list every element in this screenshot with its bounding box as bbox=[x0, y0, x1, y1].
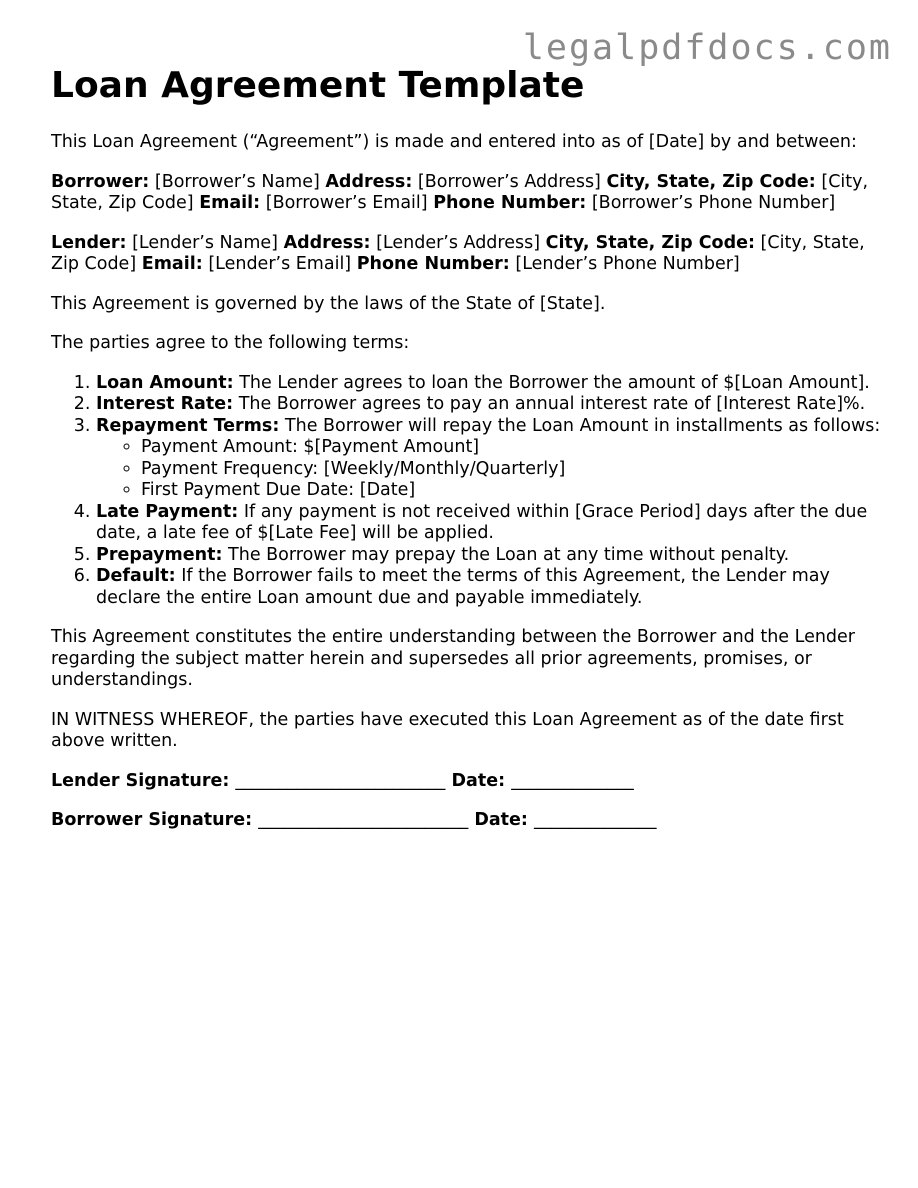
lender-email: [Lender’s Email] bbox=[208, 254, 352, 274]
borrower-signature-line[interactable]: ________________________ bbox=[258, 810, 469, 830]
term-prepayment bbox=[96, 545, 881, 567]
entire-agreement: This Agreement constitutes the entire understanding between the Borrower and the Lender regarding the subject matter herein and supersedes all prior agreements, promises, or understandings. bbox=[51, 627, 855, 690]
term-text: If the Borrower fails to meet the terms of this Agreement, the Lender may declare the entire Loan amount due and payable immediately. bbox=[96, 566, 830, 608]
borrower-details bbox=[51, 172, 881, 215]
lender-details bbox=[51, 233, 881, 276]
term-label: Default: bbox=[96, 566, 176, 586]
subitem-payment-amount: ◦ Payment Amount: $[Payment Amount] bbox=[141, 437, 881, 459]
intro-paragraph: This Loan Agreement (“Agreement”) is made and entered into as of [Date] by and between: bbox=[51, 132, 857, 152]
term-interest-rate bbox=[96, 394, 881, 416]
borrower-label: Borrower: bbox=[51, 171, 150, 192]
term-text: The Lender agrees to loan the Borrower the amount of $[Loan Amount]. bbox=[239, 372, 870, 393]
lender-phone: [Lender’s Phone Number] bbox=[515, 254, 740, 274]
term-text: The Borrower will repay the Loan Amount in installments as follows: bbox=[284, 415, 881, 436]
term-label: Loan Amount: bbox=[96, 372, 234, 393]
lender-date-line[interactable]: ______________ bbox=[511, 770, 634, 791]
term-text: The Borrower may prepay the Loan at any time without penalty. bbox=[228, 544, 790, 565]
borrower-signature-row bbox=[51, 810, 881, 832]
document-body bbox=[51, 64, 881, 850]
borrower-phone: [Borrower’s Phone Number] bbox=[591, 193, 836, 213]
lender-address-label: Address: bbox=[283, 232, 371, 253]
borrower-name: [Borrower’s Name] bbox=[154, 171, 320, 192]
term-label: Late Payment: bbox=[96, 501, 239, 522]
governing-law: This Agreement is governed by the laws of the State of [State]. bbox=[51, 293, 606, 314]
borrower-city-label: City, State, Zip Code: bbox=[606, 171, 816, 192]
borrower-phone-label: Phone Number: bbox=[433, 193, 587, 213]
terms-intro: The parties agree to the following terms: bbox=[51, 333, 410, 353]
lender-phone-label: Phone Number: bbox=[356, 254, 510, 274]
term-repayment-terms bbox=[96, 416, 881, 502]
term-label: Prepayment: bbox=[96, 544, 223, 565]
term-late-payment bbox=[96, 502, 881, 545]
lender-name: [Lender’s Name] bbox=[132, 232, 278, 253]
borrower-date-label: Date: bbox=[474, 810, 528, 830]
lender-city: [City, State, Zip Code] bbox=[51, 232, 865, 274]
lender-email-label: Email: bbox=[141, 254, 203, 274]
term-text: If any payment is not received within [Grace Period] days after the due date, a late fee of $[Late Fee] will be applied. bbox=[96, 501, 868, 543]
lender-signature-line[interactable]: ________________________ bbox=[235, 770, 446, 791]
term-loan-amount bbox=[96, 373, 881, 395]
subitem-payment-frequency: ◦ Payment Frequency: [Weekly/Monthly/Quarterly] bbox=[141, 459, 881, 481]
lender-city-label: City, State, Zip Code: bbox=[545, 232, 755, 253]
witness-clause: IN WITNESS WHEREOF, the parties have executed this Loan Agreement as of the date first above written. bbox=[51, 709, 844, 751]
term-default bbox=[96, 566, 881, 609]
lender-label: Lender: bbox=[51, 232, 127, 253]
repayment-subitems bbox=[96, 437, 881, 502]
borrower-email-label: Email: bbox=[199, 193, 261, 213]
watermark: legalpdfdocs.com bbox=[522, 28, 892, 68]
term-label: Interest Rate: bbox=[96, 394, 234, 414]
page-title: Loan Agreement Template bbox=[51, 65, 585, 106]
lender-signature-label: Lender Signature: bbox=[51, 770, 230, 791]
term-text: The Borrower agrees to pay an annual interest rate of [Interest Rate]%. bbox=[238, 394, 866, 414]
borrower-address-label: Address: bbox=[325, 171, 413, 192]
borrower-email: [Borrower’s Email] bbox=[265, 193, 428, 213]
borrower-address: [Borrower’s Address] bbox=[417, 171, 601, 192]
borrower-city: [City, State, Zip Code] bbox=[51, 171, 869, 213]
lender-address: [Lender’s Address] bbox=[376, 232, 541, 253]
borrower-signature-label: Borrower Signature: bbox=[51, 810, 253, 830]
lender-date-label: Date: bbox=[451, 770, 506, 791]
lender-signature-row bbox=[51, 771, 881, 793]
borrower-date-line[interactable]: ______________ bbox=[533, 810, 657, 830]
terms-list bbox=[51, 373, 881, 610]
term-label: Repayment Terms: bbox=[96, 415, 280, 436]
subitem-first-payment-date: ◦ First Payment Due Date: [Date] bbox=[141, 480, 881, 502]
